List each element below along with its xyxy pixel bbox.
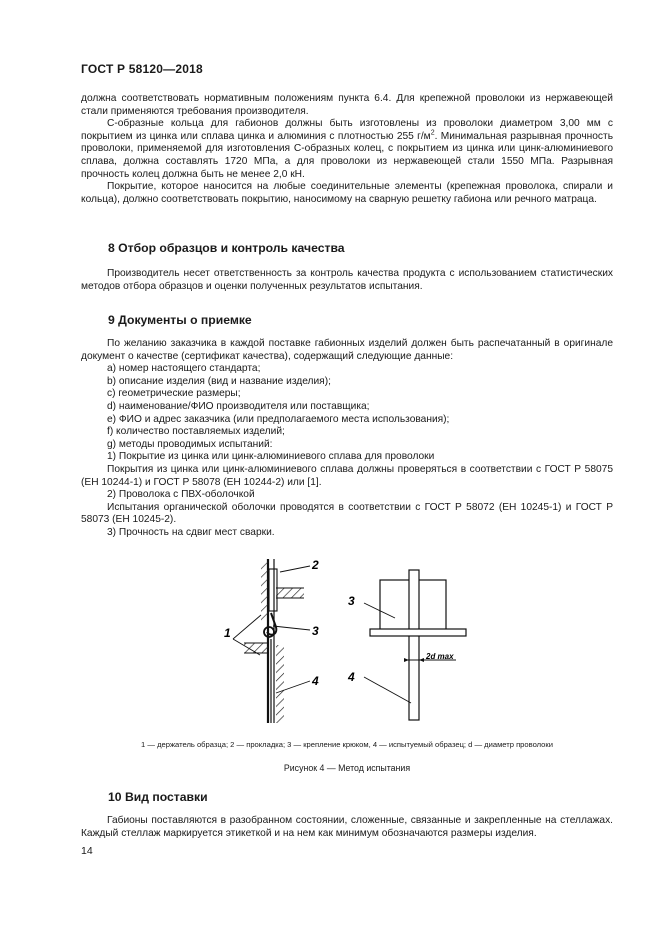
list-item: a) номер настоящего стандарта; — [107, 363, 261, 375]
upper-holder-left — [261, 561, 268, 621]
paragraph: По желанию заказчика в каждой поставке габионных изделий должен быть распечатанный в оригинале документ о качестве (сертификат качества), содержащий следующие данные: — [81, 338, 613, 362]
crossbar — [370, 629, 466, 636]
dimension-label: 2d max — [426, 652, 454, 661]
paragraph: Испытания органической оболочки проводятся в соответствии с ГОСТ Р 58072 (ЕН 10245-1) и ГОСТ Р 58073 (ЕН 10245-2). — [81, 501, 613, 526]
paragraph — [81, 118, 613, 181]
figure-legend: 1 — держатель образца; 2 — прокладка; 3 — крепление крюком, 4 — испытуемый образец; d — диаметр проволоки — [141, 740, 553, 749]
specimen-rod — [409, 570, 419, 720]
section-heading-9: 9 Документы о приемке — [108, 313, 252, 327]
section-9-body — [81, 338, 613, 540]
left-schematic — [224, 558, 319, 723]
section-heading-10: 10 Вид поставки — [108, 790, 208, 804]
list-item: f) количество поставляемых изделий; — [107, 426, 285, 438]
section-8-body — [81, 268, 613, 293]
superscript: 2 — [430, 129, 435, 137]
pad — [269, 569, 277, 611]
figure-test-method — [200, 553, 480, 733]
label-3: 3 — [312, 624, 319, 638]
list-item: 3) Прочность на сдвиг мест сварки. — [107, 526, 275, 538]
list-item: 2) Проволока с ПВХ-оболочкой — [107, 489, 255, 501]
figure-caption: Рисунок 4 — Метод испытания — [283, 763, 411, 773]
paragraph: Производитель несет ответственность за контроль качества продукта с использованием статистических методов отбора образцов и оценки полученных результатов испытания. — [81, 268, 613, 292]
list-item: 1) Покрытие из цинка или цинк-алюминиевого сплава для проволоки — [107, 451, 435, 463]
page-number: 14 — [81, 845, 93, 857]
paragraph: Покрытия из цинка или цинк-алюминиевого сплава должны проверяться в соответствии с ГОСТ Р 58075 (ЕН 10244-1) и ГОСТ Р 58078 (ЕН 10244-2) или [1]. — [81, 463, 613, 488]
label-2: 2 — [312, 558, 319, 572]
paragraph-text: . Минимальная разрывная прочность проволоки, применяемой для изготовления С-образных колец, с покрытием из цинка или цинк-алюминиевого сплава, должна составлять 1720 МПа, а для проволоки из нержавеющей стали 1550 МПа. Разрывная прочность колец должна быть не менее 2,0 кН. — [81, 130, 614, 180]
paragraph: Покрытие, которое наносится на любые соединительные элементы (крепежная проволока, спирали и кольца), должно соответствовать покрытию, наносимому на сварную решетку габиона или речного матраца. — [81, 181, 613, 205]
section-10-body — [81, 815, 613, 840]
upper-holder-right — [276, 588, 304, 598]
paragraph: должна соответствовать нормативным положениям пункта 6.4. Для крепежной проволоки из нержавеющей стали применяются требования производителя. — [81, 93, 613, 117]
lower-holder-right — [276, 645, 284, 723]
right-schematic — [347, 570, 466, 720]
list-item: b) описание изделия (вид и название изделия); — [107, 375, 331, 387]
list-item: g) методы проводимых испытаний: — [107, 438, 273, 450]
document-header: ГОСТ Р 58120—2018 — [81, 62, 203, 76]
continuation-block — [81, 93, 613, 206]
list-item: e) ФИО и адрес заказчика (или предполагаемого места использования); — [107, 413, 450, 425]
list-item: c) геометрические размеры; — [107, 388, 241, 400]
section-heading-8: 8 Отбор образцов и контроль качества — [108, 241, 345, 255]
label-4: 4 — [312, 674, 319, 688]
paragraph: Габионы поставляются в разобранном состоянии, сложенные, связанные и закрепленные на стеллажах. Каждый стеллаж маркируется этикеткой и на нем как минимум обозначаются размеры изделия. — [81, 815, 613, 839]
label-3-right: 3 — [348, 594, 355, 608]
list-item: d) наименование/ФИО производителя или поставщика; — [107, 400, 370, 412]
label-1: 1 — [224, 626, 231, 640]
label-4-right: 4 — [348, 670, 355, 684]
paragraph-text: С-образные кольца для габионов должны быть изготовлены из проволоки диаметром 3,00 мм с покрытием из цинка или сплава цинка и алюминия с плотностью 255 г/м — [81, 118, 613, 142]
